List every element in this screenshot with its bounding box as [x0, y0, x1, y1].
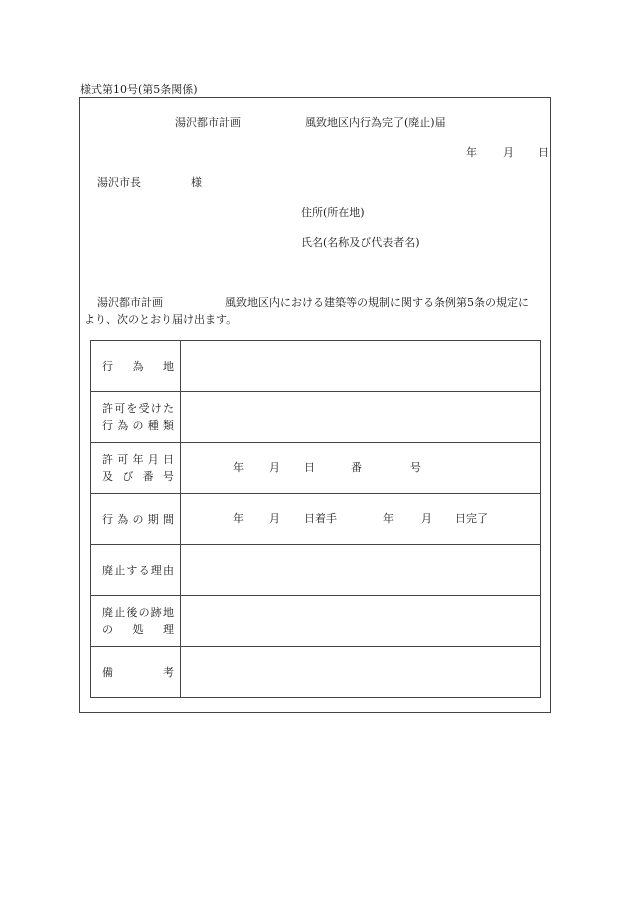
body-city-plan: 湯沢都市計画 [97, 296, 163, 309]
label-line: 行為の期間 [102, 512, 174, 526]
label-line: 及び番号 [102, 470, 174, 483]
row-label-permitted-action-type [91, 392, 181, 443]
row-label-action-site [91, 341, 181, 392]
period-start-month-label: 月 [269, 512, 280, 525]
label-line: 廃止する理由 [102, 563, 174, 577]
period-end-month-label: 月 [421, 512, 432, 525]
table-row [91, 596, 541, 647]
applicant-name-label: 氏名(名称及び代表者名) [301, 236, 420, 249]
addressee-honorific: 様 [191, 176, 202, 189]
label-line: 廃止後の跡地 [102, 606, 174, 619]
table-row [91, 443, 541, 494]
title-subject: 風致地区内行為完了(廃止)届 [305, 116, 446, 129]
form-container [79, 97, 551, 713]
date-day-label: 日 [538, 146, 549, 159]
date-month-label: 月 [503, 146, 514, 159]
applicant-address-label: 住所(所在地) [301, 206, 365, 219]
permit-year-label: 年 [233, 461, 244, 474]
table-row [91, 392, 541, 443]
row-value-permit-date-number[interactable] [181, 443, 541, 494]
row-value-permitted-action-type[interactable] [181, 392, 541, 443]
permit-day-label: 日 [304, 461, 315, 474]
row-value-abolition-reason[interactable] [181, 545, 541, 596]
permit-ban-label: 番 [351, 461, 362, 474]
row-value-site-treatment[interactable] [181, 596, 541, 647]
period-end-year-label: 年 [383, 512, 394, 525]
row-label-action-period [91, 494, 181, 545]
label-line: 行為の種類 [102, 419, 174, 432]
period-start-year-label: 年 [233, 512, 244, 525]
body-line1: 風致地区内における建築等の規制に関する条例第5条の規定に [225, 296, 529, 309]
permit-go-label: 号 [410, 461, 421, 474]
table-row [91, 545, 541, 596]
permit-month-label: 月 [269, 461, 280, 474]
label-line: 行 為 地 [102, 359, 174, 373]
form-number: 様式第10号(第5条関係) [80, 83, 198, 96]
row-label-site-treatment [91, 596, 181, 647]
table-row [91, 647, 541, 698]
addressee-name: 湯沢市長 [97, 176, 141, 189]
row-label-remarks [91, 647, 181, 698]
title-city-plan: 湯沢都市計画 [175, 116, 241, 129]
period-end-day-label: 日完了 [455, 512, 488, 525]
label-line: 許可を受けた [102, 402, 174, 415]
label-line: 許可年月日 [102, 453, 174, 466]
details-table [90, 340, 541, 698]
body-line2: より、次のとおり届け出ます。 [84, 313, 238, 326]
row-label-abolition-reason [91, 545, 181, 596]
table-row [91, 341, 541, 392]
row-value-remarks[interactable] [181, 647, 541, 698]
row-label-permit-date-number [91, 443, 181, 494]
label-line: 備 考 [102, 665, 174, 679]
date-year-label: 年 [466, 146, 477, 159]
row-value-action-site[interactable] [181, 341, 541, 392]
row-value-action-period[interactable] [181, 494, 541, 545]
table-row [91, 494, 541, 545]
label-line: の 処 理 [102, 623, 174, 636]
period-start-day-label: 日着手 [304, 512, 337, 525]
